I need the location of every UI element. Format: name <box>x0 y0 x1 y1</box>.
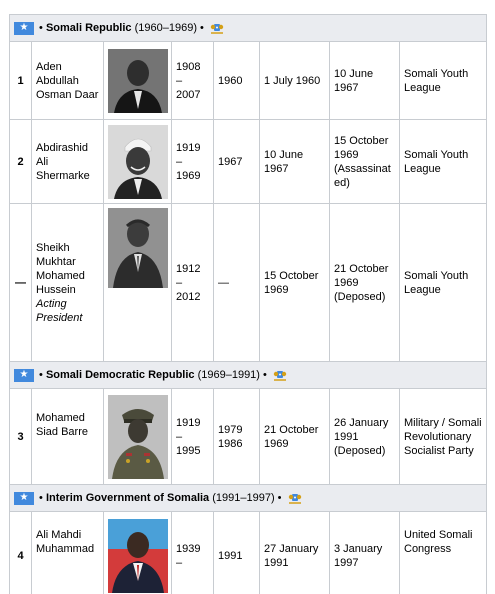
elected: — <box>214 204 260 362</box>
somalia-flag-icon: ★ <box>14 492 34 505</box>
party[interactable]: United Somali Congress <box>400 512 487 594</box>
acting-president-label: Acting President <box>36 297 83 324</box>
party[interactable]: Somali Youth League <box>400 120 487 204</box>
portrait-cell <box>104 42 172 120</box>
president-name-cell <box>32 204 104 362</box>
party[interactable]: Somali Youth League <box>400 42 487 120</box>
era-name[interactable]: Somali Republic <box>45 22 132 34</box>
table-row <box>10 120 487 204</box>
coat-of-arms-icon <box>210 22 224 34</box>
president-name[interactable]: Sheikh Mukhtar Mohamed Hussein <box>36 241 85 296</box>
left-office: 3 January 1997 <box>330 512 400 594</box>
portrait-cell <box>104 389 172 485</box>
row-number: 1 <box>10 42 32 120</box>
took-office: 15 October 1969 <box>260 204 330 362</box>
era-years: (1991–1997) <box>212 492 275 504</box>
president-name[interactable]: Mohamed Siad Barre <box>32 389 104 485</box>
lifespan: 1919 – 1969 <box>172 120 214 204</box>
era-name[interactable]: Interim Government of Somalia <box>45 492 210 504</box>
somalia-flag-icon: ★ <box>14 369 34 382</box>
left-office: 26 January 1991 (Deposed) <box>330 389 400 485</box>
elected: 1967 <box>214 120 260 204</box>
president-name[interactable]: Abdirashid Ali Shermarke <box>32 120 104 204</box>
portrait-photo-icon[interactable] <box>108 395 168 479</box>
era-header-row <box>10 485 487 512</box>
coat-of-arms-icon <box>288 492 302 504</box>
took-office: 1 July 1960 <box>260 42 330 120</box>
lifespan: 1939 – <box>172 512 214 594</box>
portrait-photo-icon[interactable] <box>108 519 168 593</box>
portrait-cell <box>104 204 172 362</box>
left-office: 15 October 1969 (Assassinated) <box>330 120 400 204</box>
lifespan: 1908 – 2007 <box>172 42 214 120</box>
era-years: (1960–1969) <box>134 22 197 34</box>
portrait-cell <box>104 120 172 204</box>
elected: 1979 1986 <box>214 389 260 485</box>
era-header-cell: ★ • Somali Democratic Republic (1969–1991) • <box>10 362 487 389</box>
somalia-flag-icon: ★ <box>14 22 34 35</box>
era-years: (1969–1991) <box>197 369 260 381</box>
era-name[interactable]: Somali Democratic Republic <box>45 369 195 381</box>
era-header-row <box>10 362 487 389</box>
portrait-photo-icon[interactable] <box>108 49 168 113</box>
elected: 1991 <box>214 512 260 594</box>
took-office: 27 January 1991 <box>260 512 330 594</box>
row-number: 2 <box>10 120 32 204</box>
row-number: — <box>10 204 32 362</box>
president-name[interactable]: Ali Mahdi Muhammad <box>32 512 104 594</box>
coat-of-arms-icon <box>273 369 287 381</box>
party[interactable]: Military / Somali Revolutionary Socialist Party <box>400 389 487 485</box>
table-row <box>10 389 487 485</box>
elected: 1960 <box>214 42 260 120</box>
era-header-row <box>10 15 487 42</box>
took-office: 21 October 1969 <box>260 389 330 485</box>
table-row <box>10 512 487 594</box>
era-header-cell: ★ • Somali Republic (1960–1969) • <box>10 15 487 42</box>
lifespan: 1919 – 1995 <box>172 389 214 485</box>
portrait-photo-icon[interactable] <box>108 125 168 199</box>
took-office: 10 June 1967 <box>260 120 330 204</box>
president-name[interactable]: Aden Abdullah Osman Daar <box>32 42 104 120</box>
table-row <box>10 42 487 120</box>
era-header-cell: ★ • Interim Government of Somalia (1991–1997) • <box>10 485 487 512</box>
left-office: 21 October 1969 (Deposed) <box>330 204 400 362</box>
lifespan: 1912 – 2012 <box>172 204 214 362</box>
party[interactable]: Somali Youth League <box>400 204 487 362</box>
left-office: 10 June 1967 <box>330 42 400 120</box>
row-number: 4 <box>10 512 32 594</box>
row-number: 3 <box>10 389 32 485</box>
presidents-table <box>9 14 487 594</box>
portrait-photo-icon[interactable] <box>108 208 168 288</box>
portrait-cell <box>104 512 172 594</box>
table-row <box>10 204 487 362</box>
